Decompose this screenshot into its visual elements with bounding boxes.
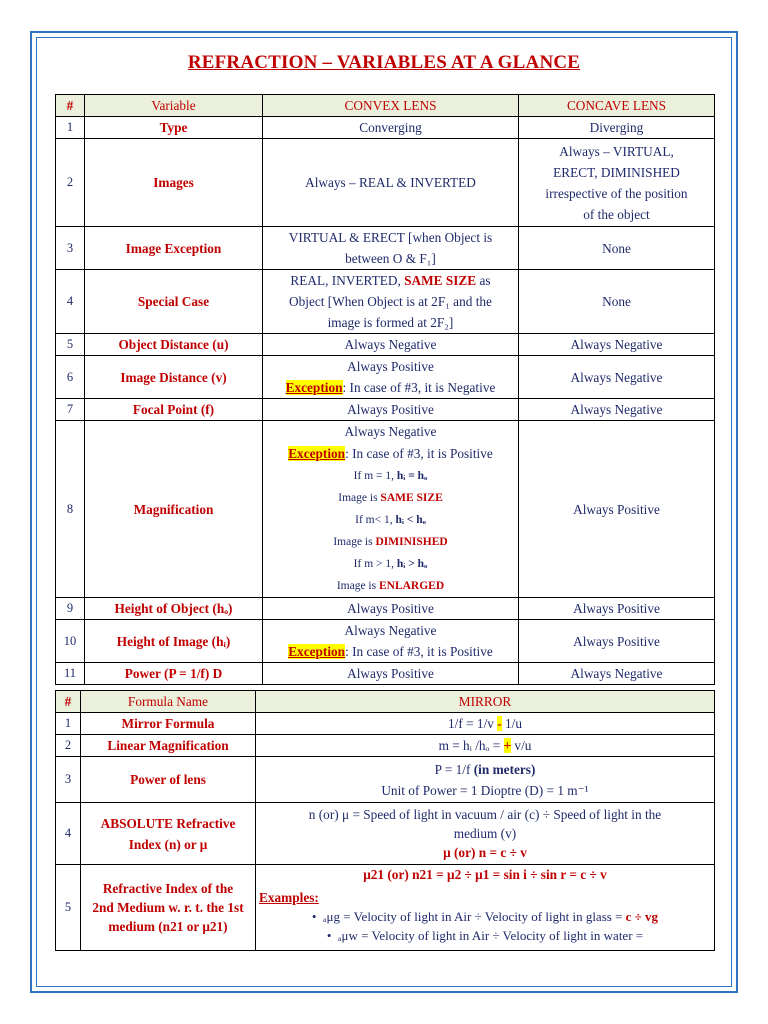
text-line: of the object [583, 206, 650, 222]
concave-value: None [519, 227, 715, 270]
bullet-icon: • [326, 928, 338, 943]
text-line [266, 443, 515, 465]
formula-name: Power of lens [81, 757, 256, 803]
table-row [56, 270, 715, 334]
bullet-icon: • [311, 909, 323, 924]
variable-name: Power (P = 1/f) D [85, 663, 263, 685]
text-span: : In case of #3, it is Negative [342, 380, 496, 395]
table-row [56, 598, 715, 620]
highlight-text: μ21 (or) n21 = μ2 ÷ μ1 = sin i ÷ sin r = c ÷ v [363, 867, 607, 882]
text-span: v/u [511, 738, 532, 753]
row-number: 1 [56, 117, 85, 139]
highlight-text: SAME SIZE [404, 273, 477, 288]
examples-label: Examples: [259, 890, 319, 905]
formula-value [256, 757, 715, 803]
table-row [56, 356, 715, 399]
concave-value: Diverging [519, 117, 715, 139]
concave-value: Always Negative [519, 334, 715, 356]
formula-value [256, 735, 715, 757]
row-number: 4 [56, 270, 85, 334]
convex-value: Always Negative [263, 334, 519, 356]
concave-value: Always Negative [519, 399, 715, 421]
text-line: Always Positive [347, 359, 434, 374]
text-span: as [476, 273, 491, 288]
text-line: Refractive Index of the [102, 881, 234, 896]
text-line [266, 641, 515, 662]
row-number: 3 [56, 227, 85, 270]
convex-value: Always – REAL & INVERTED [263, 139, 519, 227]
row-number: 5 [56, 334, 85, 356]
text-span: Image is [336, 580, 379, 592]
highlight-text: SAME SIZE [380, 492, 443, 504]
highlight-text: μ (or) n = c ÷ v [443, 845, 527, 860]
formula-name: Mirror Formula [81, 713, 256, 735]
text-line [266, 270, 515, 291]
text-line: 2nd Medium w. r. t. the 1st [92, 900, 244, 915]
text-line: medium (v) [453, 826, 517, 841]
col-header-formula-name: Formula Name [81, 691, 256, 713]
text-span: 1/f = 1/v [448, 716, 498, 731]
row-number: 8 [56, 421, 85, 598]
table-row [56, 735, 715, 757]
table-header-row [56, 95, 715, 117]
row-number: 3 [56, 757, 81, 803]
row-number: 9 [56, 598, 85, 620]
text-line [266, 377, 515, 398]
col-header-number: # [56, 95, 85, 117]
text-line: medium (n21 or μ21) [108, 919, 228, 934]
concave-value [519, 139, 715, 227]
table-row [56, 227, 715, 270]
text-line: ERECT, DIMINISHED [553, 164, 680, 180]
example-item [259, 926, 711, 945]
text-line [266, 575, 515, 597]
table-row [56, 334, 715, 356]
variable-name: Image Exception [85, 227, 263, 270]
highlight-text: DIMINISHED [375, 536, 448, 548]
variable-name: Type [85, 117, 263, 139]
bold-text: hᵢ = hₒ [396, 470, 428, 482]
row-number: 2 [56, 139, 85, 227]
row-number: 7 [56, 399, 85, 421]
variable-name: Special Case [85, 270, 263, 334]
text-line: between O & F₁] [345, 251, 436, 266]
highlight-text: ENLARGED [378, 580, 445, 592]
text-line: image is formed at 2F₂] [327, 315, 454, 330]
convex-value [263, 270, 519, 334]
text-line: Always Negative [344, 424, 437, 439]
text-span: Image is [338, 492, 381, 504]
col-header-number: # [56, 691, 81, 713]
text-line: Unit of Power = 1 Dioptre (D) = 1 m⁻¹ [381, 782, 589, 798]
convex-value [263, 421, 519, 598]
text-span: m = hᵢ /hₒ = [438, 738, 504, 753]
text-line [259, 759, 711, 780]
table-row [56, 421, 715, 598]
col-header-convex: CONVEX LENS [263, 95, 519, 117]
text-span: ₐμw = Velocity of light in Air ÷ Velocity of light in water = [337, 928, 644, 943]
text-line [266, 465, 515, 487]
text-line: Always – VIRTUAL, [559, 143, 674, 159]
table-row [56, 757, 715, 803]
variable-name: Height of Image (hᵢ) [85, 620, 263, 663]
formula-table [55, 690, 715, 951]
concave-value: Always Negative [519, 356, 715, 399]
formula-value [256, 865, 715, 951]
text-line: Index (n) or μ [128, 836, 208, 852]
row-number: 1 [56, 713, 81, 735]
bold-text: hᵢ < hₒ [395, 514, 426, 526]
highlight-text: c ÷ vg [625, 909, 659, 924]
table-row [56, 399, 715, 421]
variable-name: Object Distance (u) [85, 334, 263, 356]
convex-value: Always Positive [263, 663, 519, 685]
convex-value [263, 227, 519, 270]
formula-value [256, 713, 715, 735]
concave-value: Always Positive [519, 598, 715, 620]
convex-value: Converging [263, 117, 519, 139]
text-span: ₐμg = Velocity of light in Air ÷ Velocity of light in glass = [322, 909, 626, 924]
concave-value: None [519, 270, 715, 334]
formula-name [81, 865, 256, 951]
convex-value [263, 356, 519, 399]
table-row [56, 713, 715, 735]
highlight-sign: + [503, 738, 512, 753]
row-number: 5 [56, 865, 81, 951]
text-line: VIRTUAL & ERECT [when Object is [288, 230, 493, 245]
text-span: : In case of #3, it is Positive [345, 446, 493, 461]
concave-value: Always Positive [519, 620, 715, 663]
text-span: REAL, INVERTED, [290, 273, 405, 288]
text-span: If m > 1, [353, 558, 397, 570]
text-span: 1/u [501, 716, 522, 731]
convex-value [263, 620, 519, 663]
table-row [56, 620, 715, 663]
variable-name: Images [85, 139, 263, 227]
exception-label: Exception [285, 380, 343, 395]
formula-name: Linear Magnification [81, 735, 256, 757]
variable-name: Magnification [85, 421, 263, 598]
col-header-variable: Variable [85, 95, 263, 117]
text-line [266, 531, 515, 553]
formula-name [81, 803, 256, 865]
table-header-row [56, 691, 715, 713]
page-title: REFRACTION – VARIABLES AT A GLANCE [187, 52, 581, 73]
convex-value: Always Positive [263, 399, 519, 421]
text-line: Always Negative [344, 623, 437, 638]
table-row [56, 803, 715, 865]
text-line [266, 487, 515, 509]
table-row [56, 117, 715, 139]
lens-variables-table [55, 94, 715, 685]
col-header-mirror: MIRROR [256, 691, 715, 713]
col-header-concave: CONCAVE LENS [519, 95, 715, 117]
text-span: : In case of #3, it is Positive [345, 644, 493, 659]
text-span: Image is [333, 536, 376, 548]
table-row [56, 139, 715, 227]
bold-text: hᵢ > hₒ [396, 558, 428, 570]
concave-value: Always Negative [519, 663, 715, 685]
exception-label: Exception [288, 644, 346, 659]
highlight-sign: - [497, 716, 502, 731]
row-number: 4 [56, 803, 81, 865]
variable-name: Image Distance (v) [85, 356, 263, 399]
convex-value: Always Positive [263, 598, 519, 620]
row-number: 10 [56, 620, 85, 663]
text-span: P = 1/f [434, 761, 474, 777]
text-line: Object [When Object is at 2F₁ and the [289, 294, 492, 309]
exception-label: Exception [288, 446, 346, 461]
table-row [56, 865, 715, 951]
formula-value [256, 803, 715, 865]
text-line: n (or) μ = Speed of light in vacuum / air (c) ÷ Speed of light in the [308, 807, 662, 822]
variable-name: Focal Point (f) [85, 399, 263, 421]
text-line [266, 509, 515, 531]
row-number: 6 [56, 356, 85, 399]
variable-name: Height of Object (hₒ) [85, 598, 263, 620]
text-line: irrespective of the position [545, 185, 688, 201]
text-line: ABSOLUTE Refractive [100, 815, 236, 831]
example-item [259, 907, 711, 926]
bold-text: (in meters) [473, 761, 536, 777]
text-span: If m< 1, [355, 514, 396, 526]
table-row [56, 663, 715, 685]
concave-value: Always Positive [519, 421, 715, 598]
row-number: 11 [56, 663, 85, 685]
text-span: If m = 1, [353, 470, 397, 482]
text-line [266, 553, 515, 575]
row-number: 2 [56, 735, 81, 757]
